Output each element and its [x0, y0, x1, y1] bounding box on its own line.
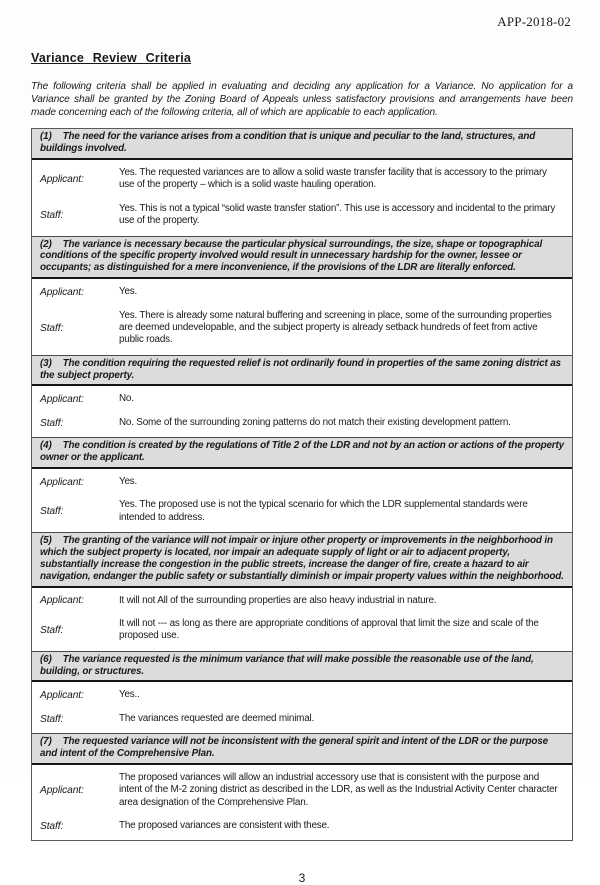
criterion-body	[32, 682, 572, 733]
criterion-number: (5)	[40, 535, 52, 547]
staff-label: Staff:	[40, 209, 64, 221]
criterion-section	[32, 355, 572, 438]
staff-label: Staff:	[40, 624, 64, 636]
criterion-text: The condition requiring the requested relief is not ordinarily found in properties of the same zoning district as the subject property.	[40, 357, 561, 381]
staff-response: It will not --- as long as there are appropriate conditions of approval that limit the size and scale of the proposed use.	[119, 617, 539, 642]
criterion-number: (3)	[40, 357, 52, 369]
staff-label: Staff:	[40, 322, 64, 334]
applicant-response: It will not All of the surrounding properties are also heavy industrial in nature.	[119, 594, 437, 606]
criterion-body	[32, 469, 572, 532]
criterion-text: The granting of the variance will not impair or injure other property or improvements in the neighborhood in which the subject property is located, nor impair an adequate supply of light or air to adjacent property, substantially increase the congestion in the public streets, increase the danger of fire, create a hazard to air navigation, endanger the public safety or substantially diminish or impair property values within the neighborhood.	[40, 535, 564, 582]
staff-row	[32, 710, 572, 728]
staff-row	[32, 615, 572, 646]
staff-response: No. Some of the surrounding zoning patterns do not match their existing development pattern.	[119, 416, 511, 428]
criterion-heading	[32, 355, 572, 387]
applicant-label: Applicant:	[40, 394, 84, 406]
criterion-text: The variance is necessary because the particular physical surroundings, the size, shape or topographical conditions of the specific property involved would result in unnecessary hardship for the owner, lessee or occupants; as distinguished for a mere inconvenience, if the provisions of the LDR are literally enforced.	[40, 238, 543, 274]
staff-label: Staff:	[40, 820, 64, 832]
applicant-response: Yes.	[119, 475, 138, 487]
applicant-row	[32, 592, 572, 610]
criterion-section	[32, 236, 572, 355]
criterion-heading	[32, 236, 572, 280]
applicant-row	[32, 473, 572, 491]
staff-label: Staff:	[40, 713, 64, 725]
applicant-label: Applicant:	[40, 173, 84, 185]
staff-label: Staff:	[40, 417, 64, 429]
criterion-number: (6)	[40, 653, 52, 665]
criterion-section	[32, 532, 572, 651]
page-number: 3	[298, 871, 306, 885]
applicant-response: Yes. The requested variances are to allow a solid waste transfer facility that is accessory to the primary use of the property – which is a solid waste hauling operation.	[119, 167, 547, 191]
criterion-text: The condition is created by the regulations of Title 2 of the LDR and not by an action or actions of the property owner or the applicant.	[40, 440, 564, 464]
applicant-row	[32, 164, 572, 195]
criterion-heading	[32, 651, 572, 683]
staff-response: Yes. This is not a typical “solid waste transfer station”. This use is accessory and incidental to the primary use of the property.	[119, 202, 556, 227]
staff-row	[32, 200, 572, 231]
criterion-heading	[32, 532, 572, 588]
staff-row	[32, 817, 572, 835]
criterion-section	[32, 651, 572, 734]
staff-label: Staff:	[40, 506, 64, 518]
applicant-response: Yes..	[119, 689, 140, 701]
criterion-body	[32, 279, 572, 355]
staff-row	[32, 496, 572, 527]
applicant-response: The proposed variances will allow an industrial accessory use that is consistent with the purpose and intent of the M-2 zoning district as described in the LDR, as well as the Industrial Activity Center character area designation of the Comprehensive Plan.	[119, 771, 558, 808]
applicant-row	[32, 283, 572, 301]
criterion-number: (2)	[40, 238, 52, 250]
criterion-heading	[32, 733, 572, 765]
criterion-text: The variance requested is the minimum variance that will make possible the reasonable use of the land, building, or structures.	[40, 653, 534, 677]
criterion-number: (1)	[40, 131, 52, 143]
applicant-label: Applicant:	[40, 785, 84, 797]
staff-row	[32, 414, 572, 432]
applicant-response: No.	[119, 393, 134, 405]
criterion-body	[32, 386, 572, 437]
staff-response: Yes. There is already some natural buffering and screening in place, some of the surrounding properties are deemed undevelopable, and the subject property is already setback hundreds of feet from active public roads.	[119, 309, 552, 346]
criterion-section	[32, 437, 572, 532]
criterion-text: The need for the variance arises from a condition that is unique and peculiar to the land, structures, and buildings involved.	[40, 131, 536, 155]
staff-response: The proposed variances are consistent with these.	[119, 820, 330, 832]
applicant-row	[32, 686, 572, 704]
applicant-row	[32, 769, 572, 812]
criterion-section	[32, 733, 572, 840]
criterion-number: (7)	[40, 736, 52, 748]
criterion-body	[32, 765, 572, 841]
page-title: Variance Review Criteria	[31, 51, 192, 65]
criteria-table	[31, 128, 573, 841]
criterion-heading	[32, 129, 572, 160]
applicant-label: Applicant:	[40, 595, 84, 607]
staff-response: The variances requested are deemed minimal.	[119, 712, 315, 724]
staff-response: Yes. The proposed use is not the typical scenario for which the LDR supplemental standards were intended to address.	[119, 499, 528, 523]
criterion-section	[32, 129, 572, 235]
criterion-body	[32, 160, 572, 236]
criterion-body	[32, 588, 572, 651]
staff-row	[32, 307, 572, 350]
intro-paragraph: The following criteria shall be applied in evaluating and deciding any application for a Variance. No application for a Variance shall be granted by the Zoning Board of Appeals unless satisfactory provisions and arrangements have been made concerning each of the following criteria, all of which are applicable to each application.	[31, 81, 573, 119]
applicant-label: Applicant:	[40, 476, 84, 488]
criterion-number: (4)	[40, 440, 52, 452]
applicant-response: Yes.	[119, 286, 138, 298]
criterion-text: The requested variance will not be inconsistent with the general spirit and intent of the LDR or the purpose and intent of the Comprehensive Plan.	[40, 736, 548, 760]
doc-number: APP-2018-02	[497, 14, 571, 29]
criterion-heading	[32, 437, 572, 469]
applicant-row	[32, 390, 572, 408]
applicant-label: Applicant:	[40, 286, 84, 298]
applicant-label: Applicant:	[40, 690, 84, 702]
